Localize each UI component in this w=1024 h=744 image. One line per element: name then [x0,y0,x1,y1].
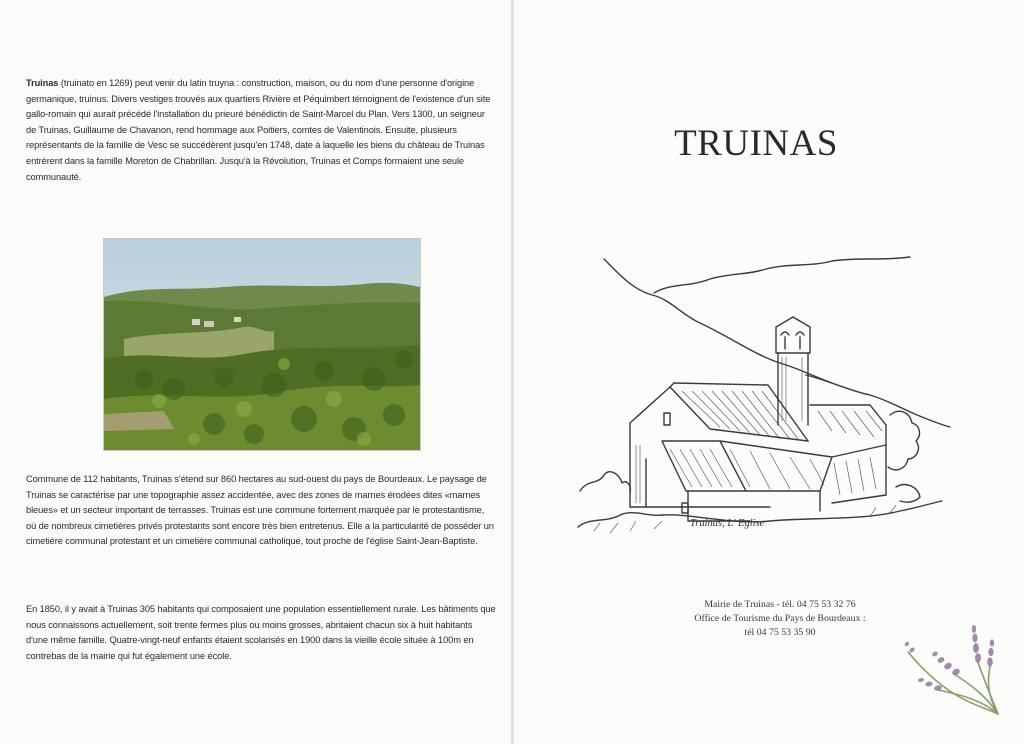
commune-paragraph: Commune de 112 habitants, Truinas s'étend sur 860 hectares au sud-ouest du pays de Bourdeaux. Le paysage de Truinas se caractérise par une topographie assez accidentée, avec des zones de marnes érodées dites «marnes bleues» et un secteur important de terrasses. Truinas est une commune fortement marquée par le protestantisme, où de nombreux cimetières privés protestants sont encore très bien entretenus. Elle a la particularité de posséder un cimetière communal protestant et un cimetière communal catholique, tout proche de l'église Saint-Jean-Baptiste. [26,474,494,547]
sketch-caption: Truinas, L' Eglise [690,518,765,529]
history-paragraph-text: (truinato en 1269) peut venir du latin truyna : construction, maison, ou du nom d'une personne d'origine germanique, truinus. Divers vestiges trouvés aux quartiers Rivière et Péquimbert témoignent de l'existence d'un site gallo-romain qui aurait précédé l'installation du prieuré bénédictin de Saint-Marcel du Plan. Vers 1300, un seigneur de Truinas, Guillaume de Chavanon, rend hommage aux Poitiers, comtes de Valentinois. Ensuite, plusieurs représentants de la famille de Vesc se succédèrent jusqu'en 1748, date à laquelle les biens du château de Truinas entrèrent dans la famille Moreton de Chabrillan. Jusqu'à la Révolution, Truinas et Comps formaient une seule communauté. [26,78,491,182]
mairie-phone: Mairie de Truinas - tél. 04 75 53 32 76 [704,599,856,610]
contact-info [640,598,920,640]
population-paragraph: En 1850, il y avait à Truinas 305 habitants qui composaient une population essentiellement rurale. Les bâtiments que nous connaissons actuellement, soit trente fermes plus ou moins grosses, abritaient chacun six à huit habitants d'une même famille. Quatre-vingt-neuf enfants étaient scolarisés en 1900 dans la vieille école située à 100m en contrebas de la mairie qui fut également une école. [26,604,496,661]
landscape-photo [103,238,421,451]
truinas-lead-word: Truinas [26,78,59,88]
lavender-sprig-illustration [898,610,1008,725]
history-paragraph [26,76,496,185]
church-sketch [570,245,960,550]
page-title: TRUINAS [674,123,838,164]
tourism-office-label: Office de Tourisme du Pays de Bourdeaux : [694,613,866,624]
tourism-office-phone: tél 04 75 53 35 90 [744,627,816,638]
